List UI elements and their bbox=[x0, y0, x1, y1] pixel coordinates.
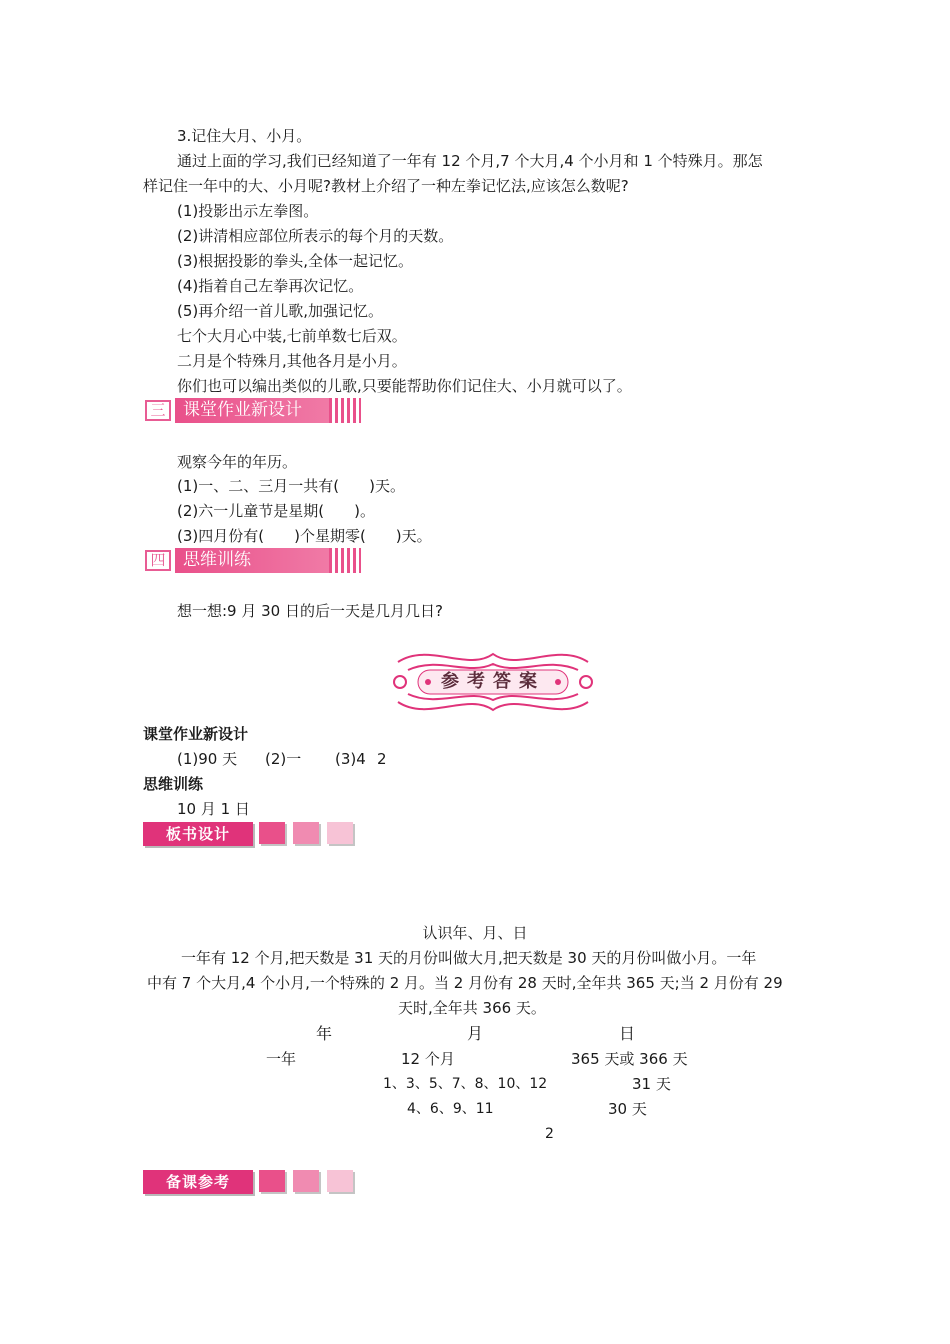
board-title: 认识年、月、日 bbox=[422, 924, 528, 942]
board-design-header bbox=[143, 822, 355, 848]
header-square-mid bbox=[293, 822, 319, 844]
board-col-year: 年 bbox=[316, 1024, 333, 1043]
answer-thinking-title: 思维训练 bbox=[143, 775, 204, 793]
banner-stripes bbox=[329, 548, 361, 573]
banner-stripes bbox=[329, 398, 361, 423]
answer-homework-title: 课堂作业新设计 bbox=[143, 725, 249, 743]
rhyme-line-1: 七个大月心中装,七前单数七后双。 bbox=[177, 327, 407, 345]
header-square-dark bbox=[259, 822, 285, 844]
header-square-light bbox=[327, 822, 353, 844]
answer-homework-3: (3)4 bbox=[335, 750, 366, 768]
thinking-banner bbox=[143, 548, 361, 573]
header-square-mid bbox=[293, 1170, 319, 1192]
section3-step-5: (5)再介绍一首儿歌,加强记忆。 bbox=[177, 302, 384, 320]
answer-logo bbox=[388, 642, 598, 722]
homework-intro: 观察今年的年历。 bbox=[177, 453, 298, 471]
board-special-month: 2 bbox=[545, 1126, 554, 1142]
homework-banner-number: 三 bbox=[145, 400, 171, 421]
header-square-dark bbox=[259, 1170, 285, 1192]
board-month-value: 12 个月 bbox=[401, 1050, 455, 1068]
board-big-months: 1、3、5、7、8、10、12 bbox=[383, 1076, 548, 1092]
answer-homework-3b: 2 bbox=[377, 750, 387, 768]
board-small-days: 30 天 bbox=[608, 1100, 647, 1118]
answer-thinking: 10 月 1 日 bbox=[177, 800, 250, 818]
section3-intro-line1: 通过上面的学习,我们已经知道了一年有 12 个月,7 个大月,4 个小月和 1 个特殊月。那怎 bbox=[177, 152, 763, 170]
board-paragraph-line3: 天时,全年共 366 天。 bbox=[398, 999, 546, 1017]
board-year-value: 一年 bbox=[266, 1050, 297, 1068]
homework-question-1: (1)一、二、三月一共有( )天。 bbox=[177, 477, 405, 495]
board-day-value: 365 天或 366 天 bbox=[571, 1050, 688, 1068]
section3-title: 3.记住大月、小月。 bbox=[177, 127, 312, 145]
thinking-banner-label: 思维训练 bbox=[175, 548, 329, 573]
homework-banner-label: 课堂作业新设计 bbox=[175, 398, 329, 423]
header-square-light bbox=[327, 1170, 353, 1192]
board-paragraph-line2: 中有 7 个大月,4 个小月,一个特殊的 2 月。当 2 月份有 28 天时,全年共 365 天;当 2 月份有 29 bbox=[147, 974, 783, 992]
board-col-day: 日 bbox=[619, 1024, 636, 1043]
section3-intro-line2: 样记住一年中的大、小月呢?教材上介绍了一种左拳记忆法,应该怎么数呢? bbox=[143, 177, 629, 195]
answer-homework-1: (1)90 天 bbox=[177, 750, 238, 768]
answer-homework-2: (2)一 bbox=[265, 750, 302, 768]
homework-question-3: (3)四月份有( )个星期零( )天。 bbox=[177, 527, 432, 545]
board-small-months: 4、6、9、11 bbox=[407, 1101, 494, 1117]
board-design-label: 板书设计 bbox=[143, 822, 253, 846]
section3-step-2: (2)讲清相应部位所表示的每个月的天数。 bbox=[177, 227, 454, 245]
board-big-days: 31 天 bbox=[632, 1075, 671, 1093]
section3-step-3: (3)根据投影的拳头,全体一起记忆。 bbox=[177, 252, 414, 270]
answer-logo-text: 参考答案 bbox=[441, 671, 545, 692]
prep-reference-label: 备课参考 bbox=[143, 1170, 253, 1194]
thinking-question: 想一想:9 月 30 日的后一天是几月几日? bbox=[177, 602, 443, 620]
prep-reference-header bbox=[143, 1170, 355, 1196]
section3-step-4: (4)指着自己左拳再次记忆。 bbox=[177, 277, 364, 295]
board-paragraph-line1: 一年有 12 个月,把天数是 31 天的月份叫做大月,把天数是 30 天的月份叫做小月。一年 bbox=[181, 949, 757, 967]
rhyme-line-2: 二月是个特殊月,其他各月是小月。 bbox=[177, 352, 407, 370]
homework-question-2: (2)六一儿童节是星期( )。 bbox=[177, 502, 375, 520]
thinking-banner-number: 四 bbox=[145, 550, 171, 571]
section3-closing: 你们也可以编出类似的儿歌,只要能帮助你们记住大、小月就可以了。 bbox=[177, 377, 632, 395]
homework-banner bbox=[143, 398, 361, 423]
board-col-month: 月 bbox=[467, 1024, 484, 1043]
section3-step-1: (1)投影出示左拳图。 bbox=[177, 202, 319, 220]
